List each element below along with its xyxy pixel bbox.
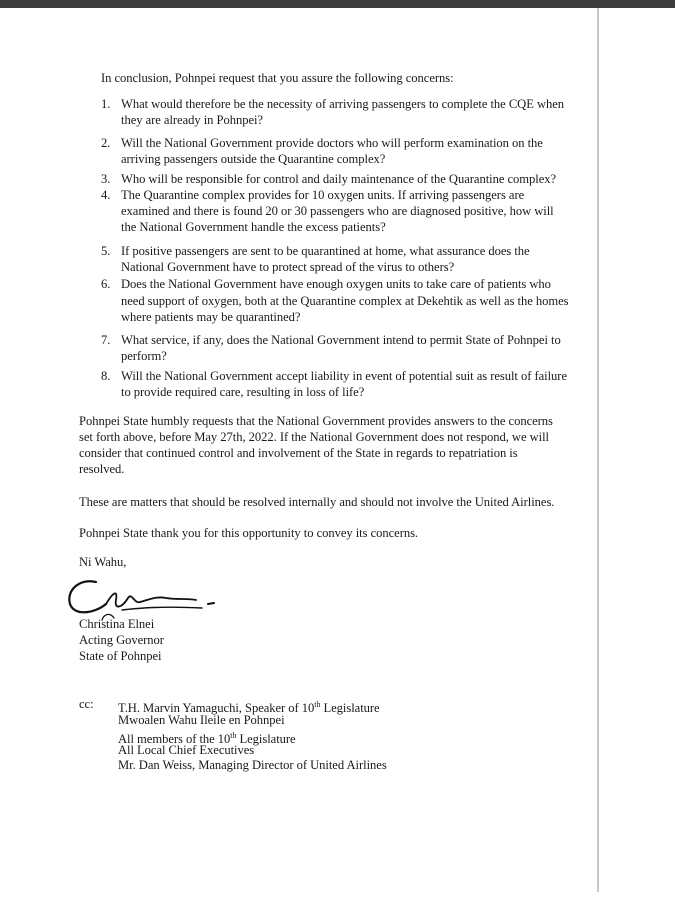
- concern-line: examined and there is found 20 or 30 passengers who are diagnosed positive, how will: [121, 204, 554, 218]
- concern-line: they are already in Pohnpei?: [121, 113, 263, 127]
- concern-line: What service, if any, does the National Government intend to permit State of Pohnpei to: [121, 333, 561, 347]
- cc-recipient: Mwoalen Wahu Ileile en Pohnpei: [118, 713, 285, 727]
- request-line: Pohnpei State humbly requests that the National Government provides answers to the concerns: [79, 414, 553, 428]
- cc-label: cc:: [79, 697, 94, 711]
- concern-line: If positive passengers are sent to be quarantined at home, what assurance does the: [121, 244, 530, 258]
- cc-recipient: Mr. Dan Weiss, Managing Director of United Airlines: [118, 758, 387, 772]
- concern-line: The Quarantine complex provides for 10 oxygen units. If arriving passengers are: [121, 188, 525, 202]
- signer-name: Christina Elnei: [79, 617, 155, 631]
- request-line: set forth above, before May 27th, 2022. If the National Government does not respond, we will: [79, 430, 549, 444]
- signer-org: State of Pohnpei: [79, 649, 162, 663]
- concern-line: Does the National Government have enough oxygen units to take care of patients who: [121, 277, 551, 291]
- concern-number: 7.: [101, 333, 111, 347]
- thanks-paragraph: Pohnpei State thank you for this opportunity to convey its concerns.: [79, 526, 419, 540]
- request-line: consider that continued control and involvement of the State in regards to repatriation is: [79, 446, 518, 460]
- concern-line: Will the National Government accept liability in event of potential suit as result of failure: [121, 369, 567, 383]
- concern-line: perform?: [121, 349, 167, 363]
- cc-recipient: All members of the 10th Legislature: [118, 731, 296, 747]
- concern-number: 3.: [101, 172, 111, 186]
- concern-number: 5.: [101, 244, 111, 258]
- concern-line: where patients may be quarantined?: [121, 310, 301, 324]
- internal-paragraph: These are matters that should be resolved internally and should not involve the United Airlines.: [79, 495, 555, 509]
- concern-line: Will the National Government provide doctors who will perform examination on the: [121, 136, 543, 150]
- cc-recipient: T.H. Marvin Yamaguchi, Speaker of 10th Legislature: [118, 700, 380, 716]
- concern-number: 6.: [101, 277, 111, 291]
- page-edge-scrollbar[interactable]: [597, 8, 599, 892]
- request-line: resolved.: [79, 462, 125, 476]
- concern-number: 8.: [101, 369, 111, 383]
- concern-line: Who will be responsible for control and daily maintenance of the Quarantine complex?: [121, 172, 557, 186]
- concern-number: 1.: [101, 97, 111, 111]
- intro-text: In conclusion, Pohnpei request that you assure the following concerns:: [101, 71, 454, 85]
- signer-title: Acting Governor: [79, 633, 164, 647]
- concern-line: to provide required care, resulting in loss of life?: [121, 385, 365, 399]
- window-top-bar: [0, 0, 675, 8]
- concern-line: arriving passengers outside the Quarantine complex?: [121, 152, 386, 166]
- concern-line: the National Government handle the excess patients?: [121, 220, 386, 234]
- concern-number: 4.: [101, 188, 111, 202]
- concern-number: 2.: [101, 136, 111, 150]
- closing-salutation: Ni Wahu,: [79, 555, 127, 569]
- cc-recipient: All Local Chief Executives: [118, 743, 255, 757]
- concern-line: need support of oxygen, both at the Quarantine complex at Dekehtik as well as the homes: [121, 294, 569, 308]
- concern-line: National Government have to protect spread of the virus to others?: [121, 260, 455, 274]
- concern-line: What would therefore be the necessity of arriving passengers to complete the CQE when: [121, 97, 565, 111]
